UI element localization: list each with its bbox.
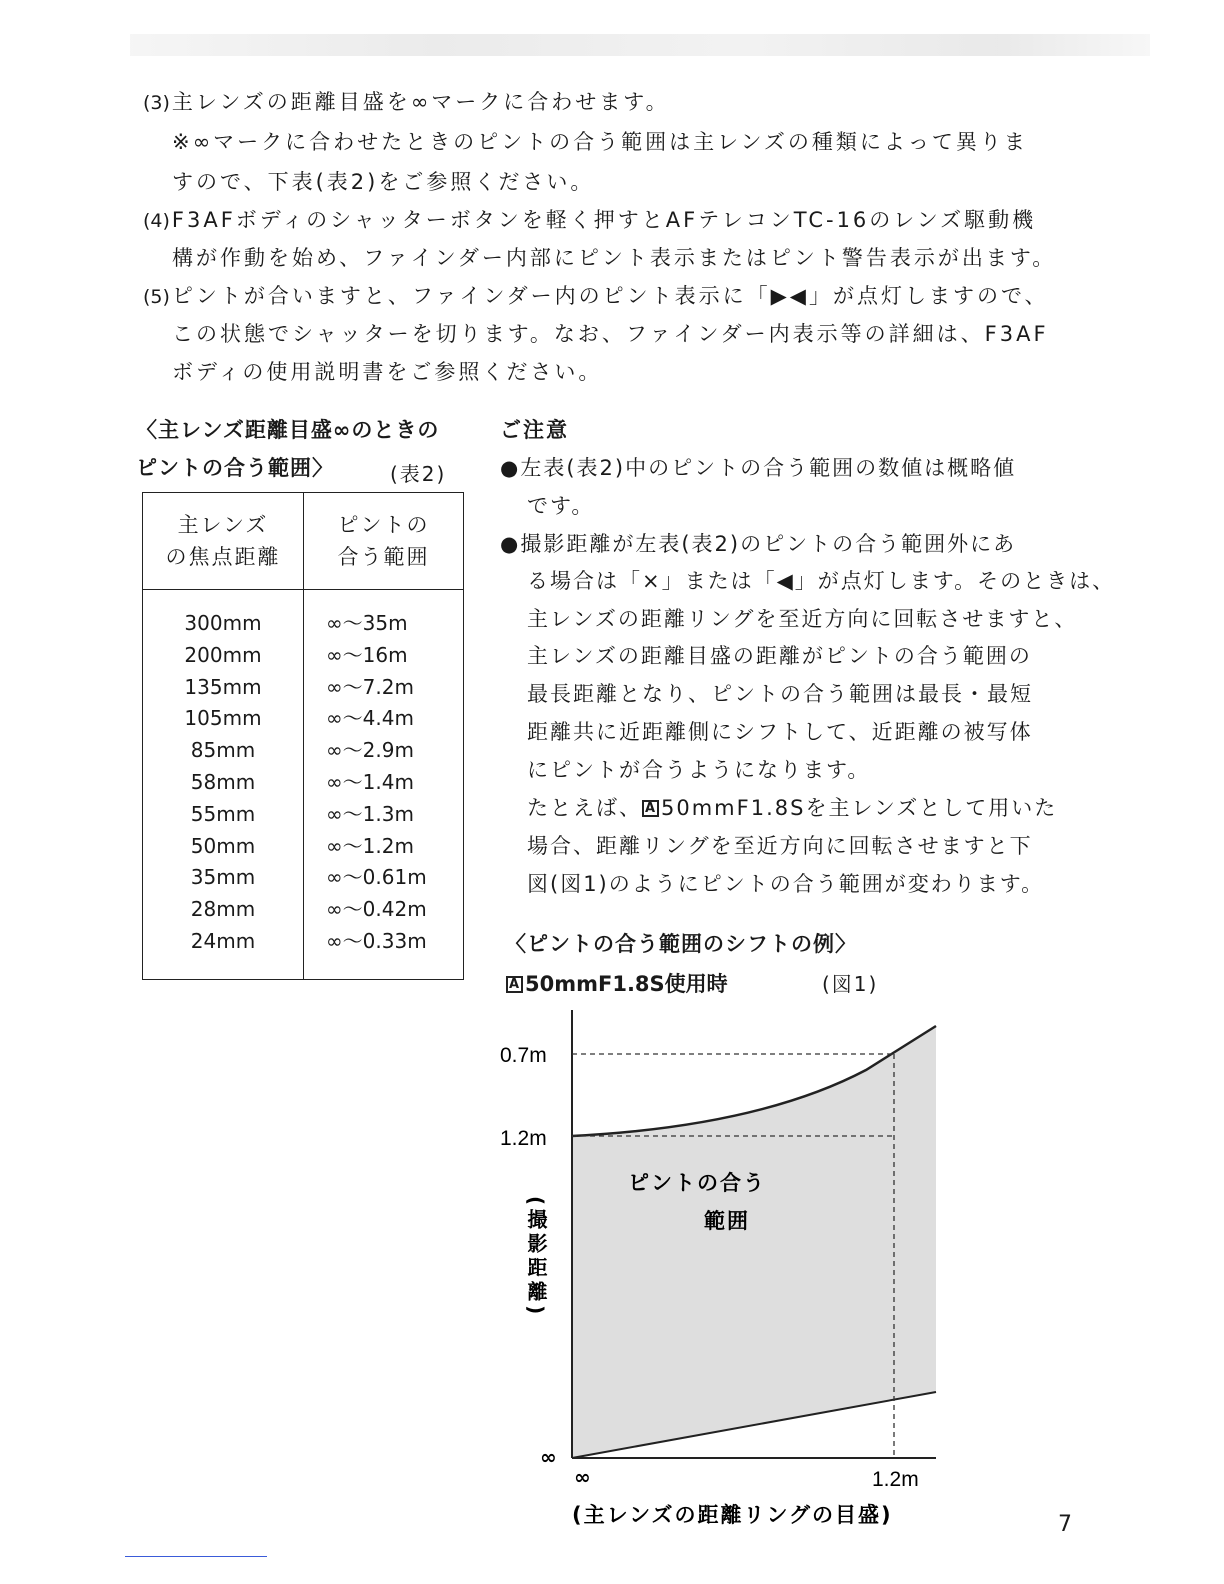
focus-range-cell: ∞～7.2m xyxy=(326,674,414,699)
auto-aperture-mark-icon xyxy=(642,800,659,817)
step-3-line-1: (3)主レンズの距離目盛を∞マークに合わせます。 xyxy=(143,90,670,114)
focus-range-cell: ∞～1.4m xyxy=(326,769,414,794)
header-focus-range: ピントの 合う範囲 xyxy=(304,493,464,590)
focal-length-cell: 300mm xyxy=(184,611,262,635)
note-3-line-2: 場合、距離リングを至近方向に回転させますと下 xyxy=(527,834,1033,858)
note-3-line-1: たとえば、A 50mmF1.8Sを主レンズとして用いた xyxy=(527,794,1057,822)
auto-aperture-mark-icon xyxy=(506,976,523,993)
focus-range-table xyxy=(142,492,464,980)
x-tick-1-2m: 1.2m xyxy=(872,1468,919,1491)
in-focus-area xyxy=(572,1026,936,1458)
y-tick-infinity: ∞ xyxy=(540,1445,557,1469)
y-axis-label: (撮影距離) xyxy=(524,1196,548,1319)
focal-length-cell: 35mm xyxy=(190,865,256,890)
note-2-line-4: 主レンズの距離目盛の距離がピントの合う範囲の xyxy=(527,644,1032,668)
focal-length-cell: 55mm xyxy=(190,801,256,826)
focus-range-cell: ∞～35m xyxy=(326,611,408,635)
area-label-line-1: ピントの合う xyxy=(628,1171,766,1195)
note-2-line-2: る場合は「×」または「◀」が点灯します。そのときは、 xyxy=(527,569,1116,593)
note-2-line-7: にピントが合うようになります。 xyxy=(527,758,871,782)
table-title-line-1: 〈主レンズ距離目盛∞のときの xyxy=(136,418,440,442)
step-4-line-2: 構が作動を始め、ファインダー内部にピント表示またはピント警告表示が出ます。 xyxy=(172,246,1057,270)
step-5-line-1: (5)ピントが合いますと、ファインダー内のピント表示に「▶◀」が点灯しますので、 xyxy=(143,284,1049,308)
note-1-line-2: です。 xyxy=(527,494,595,518)
note-3-line-3: 図(図1)のようにピントの合う範囲が変わります。 xyxy=(527,872,1045,896)
focal-length-cell: 200mm xyxy=(184,642,262,667)
step-5-line-3: ボディの使用説明書をご参照ください。 xyxy=(172,360,603,384)
scan-header-band xyxy=(130,34,1150,56)
step-4-line-1: (4)F3AFボディのシャッターボタンを軽く押すとAFテレコンTC-16のレンズ駆動機 xyxy=(143,208,1037,232)
note-2-line-6: 距離共に近距離側にシフトして、近距離の被写体 xyxy=(527,720,1033,744)
step-3-line-3: すので、下表(表2)をご参照ください。 xyxy=(172,170,595,194)
figure-label: (図1) xyxy=(822,972,879,996)
focal-length-cell: 50mm xyxy=(190,833,256,858)
focus-range-cell: ∞～0.61m xyxy=(326,865,427,890)
focal-length-cell: 58mm xyxy=(190,769,256,794)
notes-title: ご注意 xyxy=(500,418,569,442)
page-number: 7 xyxy=(1058,1512,1072,1537)
note-2-line-3: 主レンズの距離リングを至近方向に回転させますと、 xyxy=(527,607,1078,631)
focus-range-cell: ∞～1.2m xyxy=(326,833,414,858)
focus-range-cell: ∞～0.33m xyxy=(326,928,427,953)
x-axis-label: (主レンズの距離リングの目盛) xyxy=(572,1503,893,1527)
header-focal-length: 主レンズ の焦点距離 xyxy=(143,493,304,590)
note-2-line-1: ●撮影距離が左表(表2)のピントの合う範囲外にあ xyxy=(500,532,1017,556)
focal-length-column xyxy=(143,590,304,980)
focal-length-cell: 85mm xyxy=(190,738,256,763)
note-1-line-1: ●左表(表2)中のピントの合う範囲の数値は概略値 xyxy=(500,456,1017,480)
footer-link-underline xyxy=(125,1556,267,1557)
table-title-line-2: ピントの合う範囲〉 xyxy=(136,456,334,480)
x-tick-infinity: ∞ xyxy=(574,1465,591,1489)
table-caption: (表2) xyxy=(390,462,447,486)
focus-range-column xyxy=(304,590,464,980)
note-2-line-5: 最長距離となり、ピントの合う範囲は最長・最短 xyxy=(527,682,1033,706)
figure-subtitle: A50mmF1.8S使用時 xyxy=(506,968,728,998)
step-3-line-2: ※∞マークに合わせたときのピントの合う範囲は主レンズの種類によって異りま xyxy=(172,130,1028,154)
y-tick-1-2m: 1.2m xyxy=(500,1127,547,1150)
y-tick-0-7m: 0.7m xyxy=(500,1044,547,1067)
step-5-line-2: この状態でシャッターを切ります。なお、ファインダー内表示等の詳細は、F3AF xyxy=(172,322,1049,346)
focus-range-cell: ∞～4.4m xyxy=(326,706,414,731)
figure-title: 〈ピントの合う範囲のシフトの例〉 xyxy=(505,932,857,956)
focal-length-cell: 105mm xyxy=(184,706,262,731)
focus-shift-chart xyxy=(490,1000,960,1540)
focus-range-cell: ∞～16m xyxy=(326,642,408,667)
focus-range-cell: ∞～2.9m xyxy=(326,738,414,763)
focus-range-cell: ∞～1.3m xyxy=(326,801,414,826)
focus-range-cell: ∞～0.42m xyxy=(326,897,427,922)
focal-length-cell: 28mm xyxy=(190,897,256,922)
area-label-line-2: 範囲 xyxy=(704,1209,750,1233)
focal-length-cell: 135mm xyxy=(184,674,262,699)
focal-length-cell: 24mm xyxy=(190,928,256,953)
